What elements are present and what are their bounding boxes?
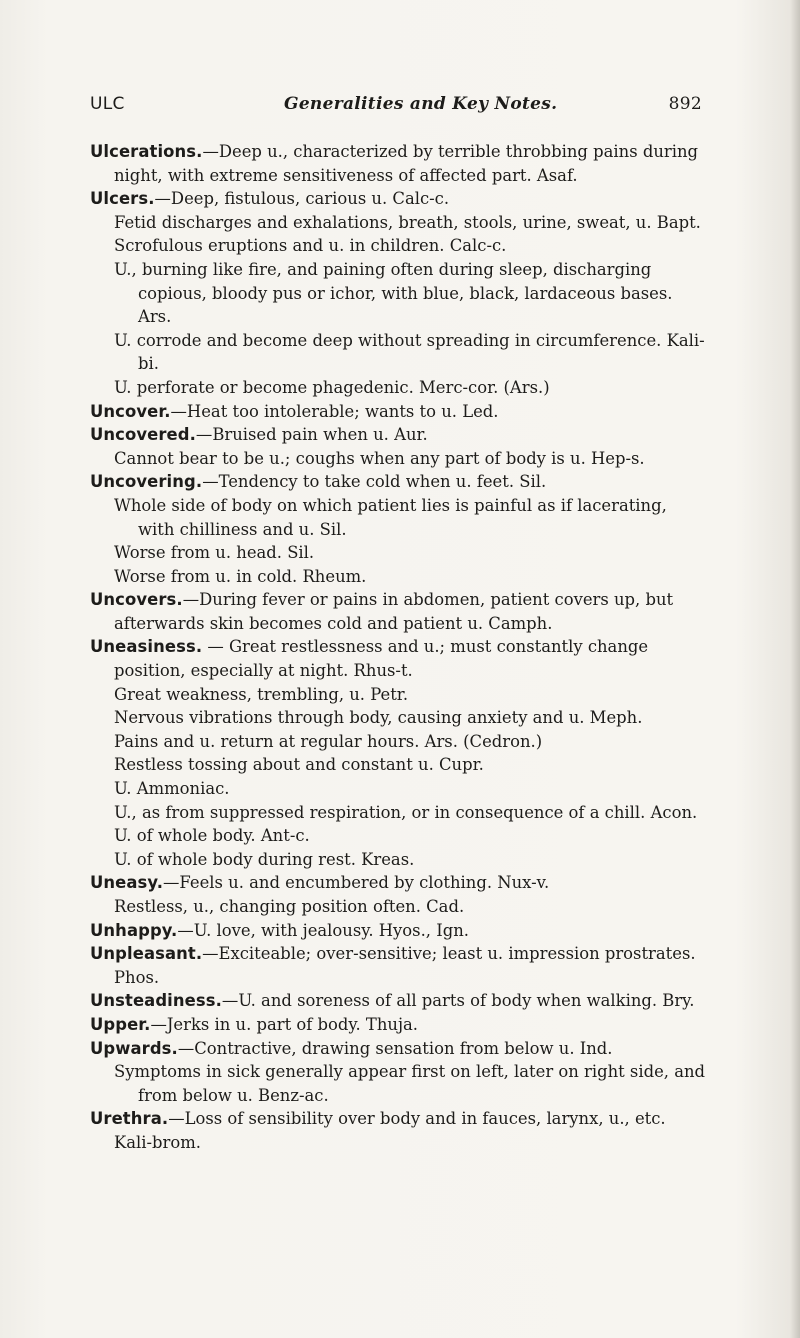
page-number: 892 [668,94,702,114]
sub-entry: U. perforate or become phagedenic. Merc-cor. (Ars.) [114,377,550,397]
entry-ulcerations: Ulcerations.—Deep u., characterized by terrible throbbing pains during night, with extreme sensitiveness of affected part. Asaf. [90,142,698,185]
sub-entry: Whole side of body on which patient lies is painful as if lacerating, with chilliness and u. Sil. [114,495,667,539]
sub-entry: U. Ammoniac. [114,779,230,799]
sub-entry: Symptoms in sick generally appear first on left, later on right side, and from below u. Benz-ac. [114,1062,706,1105]
entry-uncovering: Uncovering.—Tendency to take cold when u. feet. Sil. [90,472,547,492]
sub-entry: U., burning like fire, and paining often during sleep, discharging copious, bloody pus or ichor, with blue, black, lardaceous bases. Ars. [114,259,673,327]
sub-entry: Restless, u., changing position often. Cad. [114,897,465,916]
running-header [90,92,702,118]
entry-uneasiness: Uneasiness. — Great restlessness and u.; must constantly change position, especially at night. Rhus-t. [90,637,649,681]
entry-upper: Upper.—Jerks in u. part of body. Thuja. [90,1014,419,1034]
header-section-letters: ULC [90,94,125,114]
header-title: Generalities and Key Notes. [284,94,558,114]
sub-entry: Worse from u. in cold. Rheum. [114,566,367,586]
entry-uncovers: Uncovers.—During fever or pains in abdomen, patient covers up, but afterwards skin becomes cold and patient u. Camph. [90,590,674,633]
sub-entry: Nervous vibrations through body, causing anxiety and u. Meph. [114,708,643,728]
page-edge-shadow [790,0,800,1338]
entry-unpleasant: Unpleasant.—Exciteable; over-sensitive; least u. impression prostrates. Phos. [90,944,696,987]
entry-uncover: Uncover.—Heat too intolerable; wants to u. Led. [90,401,499,421]
entry-unhappy: Unhappy.—U. love, with jealousy. Hyos., Ign. [90,920,469,940]
entry-upwards: Upwards.—Contractive, drawing sensation from below u. Ind. [90,1038,613,1058]
sub-entry: U. of whole body. Ant-c. [114,826,310,846]
sub-entry: U., as from suppressed respiration, or in consequence of a chill. Acon. [114,802,698,822]
entry-unsteadiness: Unsteadiness.—U. and soreness of all parts of body when walking. Bry. [90,991,695,1011]
entry-ulcers: Ulcers.—Deep, fistulous, carious u. Calc-c. [90,189,450,209]
sub-entry: Fetid discharges and exhalations, breath, stools, urine, sweat, u. Bapt. [114,212,701,232]
sub-entry: Pains and u. return at regular hours. Ars. (Cedron.) [114,731,543,751]
sub-entry: Great weakness, trembling, u. Petr. [114,684,409,704]
entry-uncovered: Uncovered.—Bruised pain when u. Aur. [90,425,428,445]
entry-urethra: Urethra.—Loss of sensibility over body and in fauces, larynx, u., etc. Kali-brom. [90,1109,666,1152]
sub-entry: Restless tossing about and constant u. Cupr. [114,755,484,775]
sub-entry: Worse from u. head. Sil. [114,543,315,563]
sub-entry: Cannot bear to be u.; coughs when any part of body is u. Hep-s. [114,448,645,468]
sub-entry: U. corrode and become deep without spreading in circumference. Kali-bi. [114,330,705,374]
sub-entry: U. of whole body during rest. Kreas. [114,849,415,869]
entries-list [90,140,708,1155]
entry-uneasy: Uneasy.—Feels u. and encumbered by clothing. Nux-v. [90,873,550,893]
sub-entry: Scrofulous eruptions and u. in children. Calc-c. [114,236,507,256]
